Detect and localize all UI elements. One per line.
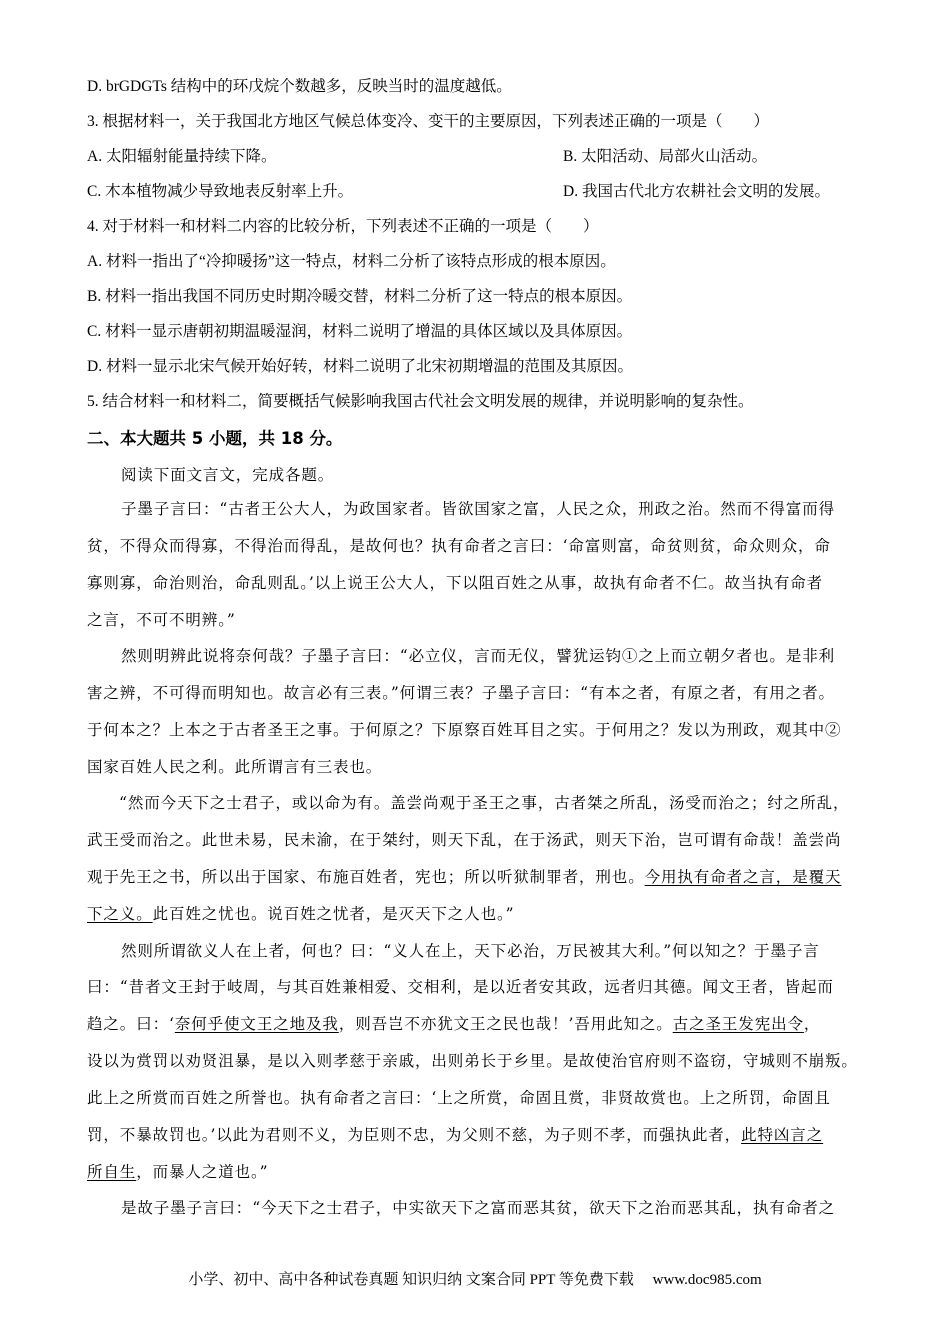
question-3-options-row2 bbox=[87, 182, 887, 202]
passage-p4-line7-text: ，而暴人之道也。” bbox=[136, 1163, 269, 1181]
passage-p4-line1: 然则所谓欲义人在上者，何也？曰：“义人在上，天下必治，万民被其大利。”何以知之？于墨子言 bbox=[121, 942, 820, 960]
question-2-option-d: D. brGDGTs 结构中的环戊烷个数越多，反映当时的温度越低。 bbox=[87, 78, 512, 95]
passage-p3-line1: “然而今天下之士君子，或以命为有。盖尝尚观于圣王之事，古者桀之所乱，汤受而治之；纣之所乱， bbox=[119, 794, 850, 812]
passage-p2-line3: 于何本之？上本之于古者圣王之事。于何原之？下原察百姓耳目之实。于何用之？发以为刑政，观其中② bbox=[87, 721, 842, 739]
underlined-phrase-3: 古之圣王发宪出令 bbox=[672, 1015, 804, 1033]
section-2-instruction: 阅读下面文言文，完成各题。 bbox=[121, 466, 335, 484]
passage-p3-line4-text: 此百姓之忧也。说百姓之忧者，是灭天下之人也。” bbox=[152, 905, 515, 923]
passage-p4-line5: 此上之所赏而百姓之所誉也。执有命者之言曰：‘上之所赏，命固且赏，非贤故赏也。上之所罚，命固且 bbox=[87, 1089, 831, 1107]
passage-p4-line3-mid: ，则吾岂不亦犹文王之民也哉！’吾用此知之。 bbox=[338, 1015, 673, 1033]
passage-p4-line2: 曰：“昔者文王封于岐周，与其百姓兼相爱、交相利，是以近者安其政，远者归其德。闻文王者，皆起而 bbox=[87, 978, 834, 996]
underlined-sentence-4b: 所自生 bbox=[87, 1163, 137, 1181]
passage-p2-line4: 国家百姓人民之利。此所谓言有三表也。 bbox=[87, 758, 383, 776]
question-3-stem: 3. 根据材料一，关于我国北方地区气候总体变冷、变干的主要原因，下列表述正确的一项是（ ） bbox=[87, 113, 770, 130]
passage-p4-line3 bbox=[87, 1014, 820, 1034]
passage-p1-line1: 子墨子言曰：“古者王公大人，为政国家者。皆欲国家之富，人民之众，刑政之治。然而不得富而得 bbox=[121, 500, 836, 518]
passage-p4-line3-end: ， bbox=[803, 1015, 821, 1033]
passage-p5-line1: 是故子墨子言曰：“今天下之士君子，中实欲天下之富而恶其贫，欲天下之治而恶其乱，执有命者之 bbox=[121, 1199, 836, 1217]
footer-text: 小学、初中、高中各种试卷真题 知识归纳 文案合同 PPT 等免费下载 bbox=[188, 1272, 634, 1288]
underlined-sentence-2: 奈何乎使文王之地及我 bbox=[174, 1015, 339, 1033]
question-3-options-row1 bbox=[87, 147, 887, 167]
question-3-option-b: B. 太阳活动、局部火山活动。 bbox=[563, 148, 768, 165]
question-4-option-c: C. 材料一显示唐朝初期温暖湿润，材料二说明了增温的具体区域以及具体原因。 bbox=[87, 323, 633, 340]
passage-p2-line1: 然则明辨此说将奈何哉？子墨子言曰：“必立仪，言而无仪，譬犹运钧①之上而立朝夕者也。是非利 bbox=[121, 647, 836, 665]
question-5: 5. 结合材料一和材料二，简要概括气候影响我国古代社会文明发展的规律，并说明影响的复杂性。 bbox=[87, 393, 754, 410]
question-4-option-d: D. 材料一显示北宋气候开始好转，材料二说明了北宋初期增温的范围及其原因。 bbox=[87, 358, 633, 375]
passage-p2-line2: 害之辨，不可得而明知也。故言必有三表。”何谓三表？子墨子言曰：“有本之者，有原之者，有用之者。 bbox=[87, 684, 835, 702]
section-2-heading: 二、本大题共 5 小题，共 18 分。 bbox=[87, 429, 343, 448]
passage-p4-line7 bbox=[87, 1162, 268, 1182]
passage-p3-line3-text: 观于先王之书，所以出于国家、布施百姓者，宪也；所以听狱制罪者，刑也。 bbox=[87, 868, 645, 886]
underlined-sentence-4a: 此特凶言之 bbox=[741, 1126, 824, 1144]
question-4-stem: 4. 对于材料一和材料二内容的比较分析，下列表述不正确的一项是（ ） bbox=[87, 218, 599, 235]
footer-url[interactable]: www.doc985.com bbox=[652, 1272, 762, 1288]
passage-p4-line6-text: 罚，不暴故罚也。’以此为君则不义，为臣则不忠，为父则不慈，为子则不孝，而强执此者， bbox=[87, 1126, 742, 1144]
underlined-sentence-1b: 下之义。 bbox=[87, 905, 153, 923]
question-3-option-a: A. 太阳辐射能量持续下降。 bbox=[87, 148, 277, 165]
question-4-option-b: B. 材料一指出我国不同历史时期冷暖交替，材料二分析了这一特点的根本原因。 bbox=[87, 288, 633, 305]
passage-p3-line4 bbox=[87, 904, 515, 924]
passage-p1-line4: 之言，不可不明辨。” bbox=[87, 611, 236, 629]
passage-p1-line2: 贫，不得众而得寡，不得治而得乱，是故何也？执有命者之言曰：‘命富则富，命贫则贫，命众则众，命 bbox=[87, 537, 831, 555]
page-footer bbox=[0, 1268, 950, 1289]
passage-p1-line3: 寡则寡，命治则治，命乱则乱。’以上说王公大人，下以阻百姓之从事，故执有命者不仁。故当执有命者 bbox=[87, 574, 824, 592]
question-4-option-a: A. 材料一指出了“冷抑暖扬”这一特点，材料二分析了该特点形成的根本原因。 bbox=[87, 253, 616, 270]
passage-p4-line4: 设以为赏罚以劝贤沮暴，是以入则孝慈于亲戚，出则弟长于乡里。是故使治官府则不盗窃，守城则不崩叛。 bbox=[87, 1052, 858, 1070]
question-3-option-d: D. 我国古代北方农耕社会文明的发展。 bbox=[563, 183, 830, 200]
underlined-sentence-1a: 今用执有命者之言，是覆天 bbox=[644, 868, 842, 886]
passage-p3-line3 bbox=[87, 867, 841, 887]
passage-p4-line3-start: 趋之。曰：‘ bbox=[87, 1015, 175, 1033]
question-3-option-c: C. 木本植物减少导致地表反射率上升。 bbox=[87, 183, 354, 200]
passage-p4-line6 bbox=[87, 1125, 823, 1145]
passage-p3-line2: 武王受而治之。此世未易，民未渝，在于桀纣，则天下乱，在于汤武，则天下治，岂可谓有命哉！盖尝尚 bbox=[87, 831, 842, 849]
